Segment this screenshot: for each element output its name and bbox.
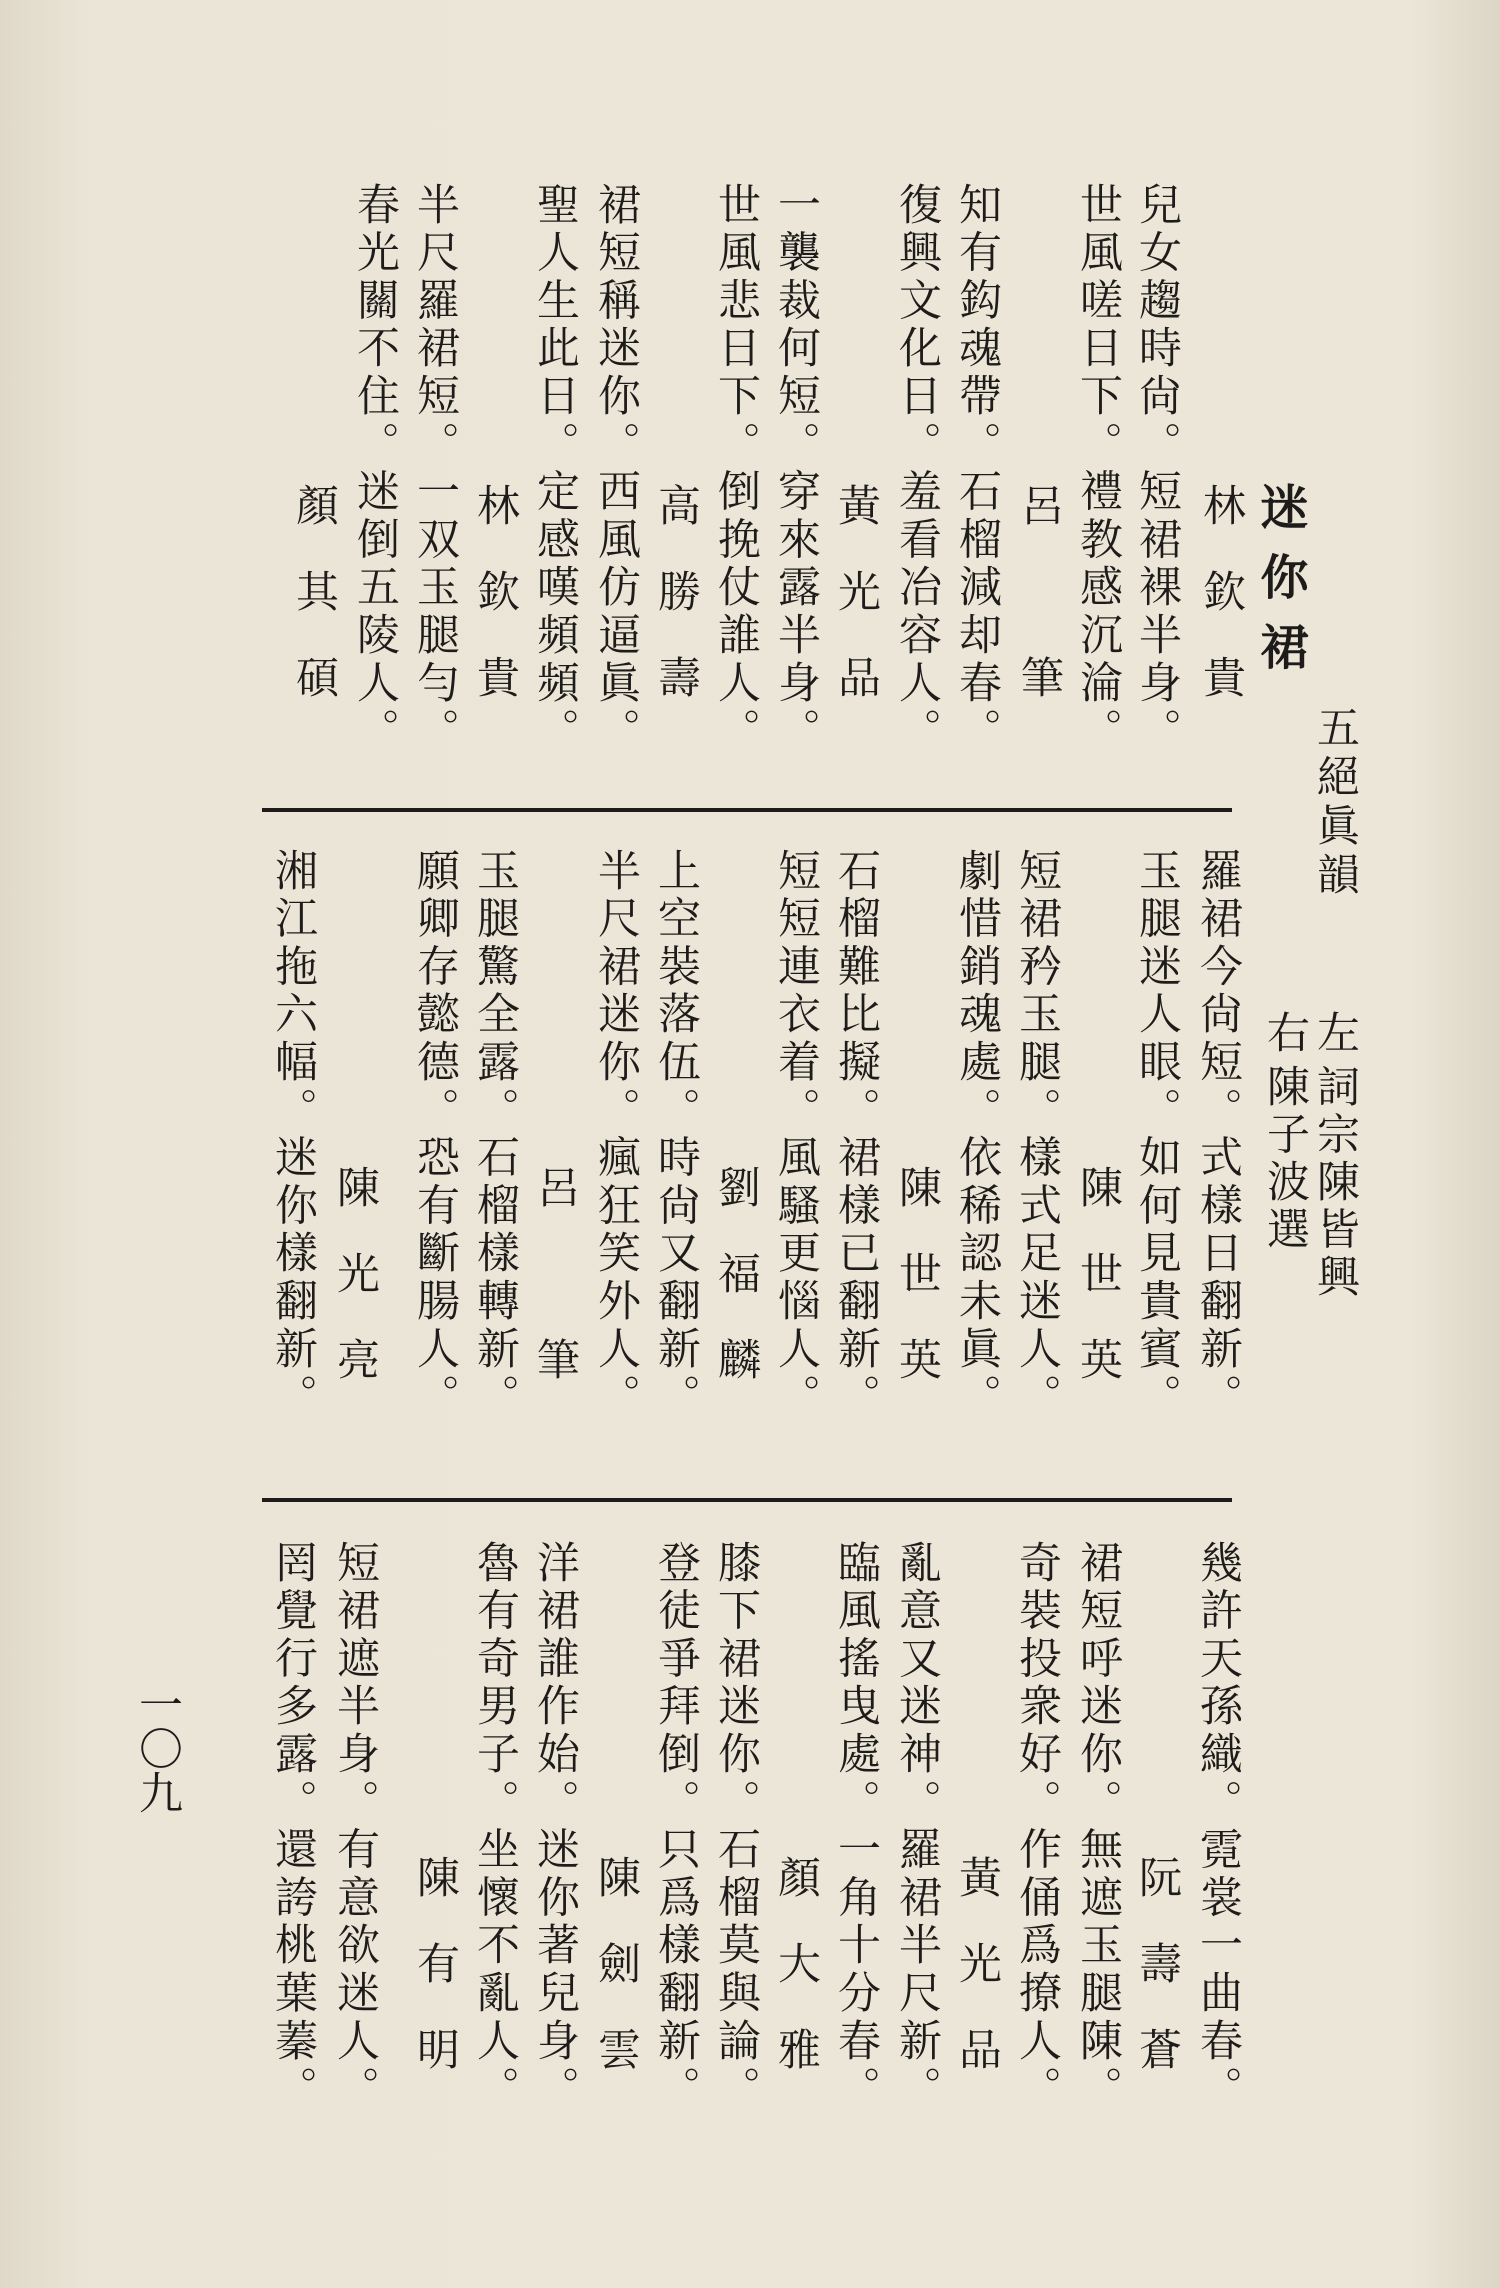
poem-line: 洋裙誰作始。迷你著兒身。: [530, 1540, 580, 2114]
author-name: 林 欽 貴: [470, 483, 520, 698]
poem-line: 玉腿迷人眼。如何見貴賓。: [1132, 848, 1182, 1422]
page-number: 一〇九: [131, 1682, 182, 1814]
author-name: 陳 世 英: [1073, 1165, 1123, 1380]
author-name: 顏 其 碩: [289, 483, 339, 698]
poem-line: 半尺裙迷你。瘋狂笑外人。: [591, 848, 641, 1422]
poem-line: 半尺羅裙短。一双玉腿勻。: [410, 182, 460, 756]
poem-line: 聖人生此日。定感嘆頻頻。: [530, 182, 580, 756]
author-name: 陳 劍 雲: [591, 1855, 641, 2070]
poem-line: 羅裙今尙短。式樣日翻新。: [1193, 848, 1243, 1422]
author-name: 呂 筆: [1014, 483, 1064, 698]
poem-line: 短裙矜玉腿。樣式足迷人。: [1012, 848, 1062, 1422]
section-divider: [262, 808, 1232, 812]
poem-line: 短裙遮半身。有意欲迷人。: [330, 1540, 380, 2114]
poem-line: 膝下裙迷你。石榴莫與論。: [711, 1540, 761, 2114]
poem-line: 魯有奇男子。坐懷不亂人。: [470, 1540, 520, 2114]
poem-line: 裙短稱迷你。西風仿逼眞。: [591, 182, 641, 756]
poem-line: 亂意又迷神。羅裙半尺新。: [892, 1540, 942, 2114]
poem-line: 玉腿驚全露。石榴樣轉新。: [470, 848, 520, 1422]
author-name: 阮 壽 蒼: [1132, 1855, 1182, 2070]
poem-subtitle: 五絕眞韻: [1310, 705, 1360, 901]
credit-prefix: 右: [1260, 1010, 1310, 1058]
poem-line: 知有鈎魂帶。石榴減却春。: [952, 182, 1002, 756]
poem-line: 幾許天孫織。霓裳一曲春。: [1193, 1540, 1243, 2114]
author-name: 林 欽 貴: [1196, 483, 1246, 698]
poem-line: 世風悲日下。倒挽仗誰人。: [711, 182, 761, 756]
author-name: 陳 有 明: [410, 1855, 460, 2070]
poem-line: 臨風搖曳處。一角十分春。: [831, 1540, 881, 2114]
poem-line: 復興文化日。羞看冶容人。: [892, 182, 942, 756]
poem-line: 短短連衣着。風騷更惱人。: [771, 848, 821, 1422]
poem-line: 罔覺行多露。還誇桃葉蓁。: [268, 1540, 318, 2114]
author-name: 劉 福 麟: [711, 1165, 761, 1380]
poem-line: 願卿存懿德。恐有斷腸人。: [410, 848, 460, 1422]
poem-line: 世風嗟日下。禮教感沉淪。: [1073, 182, 1123, 756]
author-name: 呂 筆: [530, 1165, 580, 1380]
section-divider: [262, 1498, 1232, 1502]
poem-line: 兒女趨時尙。短裙裸半身。: [1132, 182, 1182, 756]
author-name: 高 勝 壽: [651, 483, 701, 698]
author-name: 顏 大 雅: [771, 1855, 821, 2070]
credit-prefix: 左: [1310, 1010, 1360, 1058]
author-name: 陳 光 亮: [330, 1165, 380, 1380]
poem-line: 上空裝落伍。時尙又翻新。: [651, 848, 701, 1422]
poem-line: 奇裝投衆好。作俑爲撩人。: [1012, 1540, 1062, 2114]
credit-names: 陳子波選: [1260, 1064, 1310, 1254]
poem-line: 春光關不住。迷倒五陵人。: [350, 182, 400, 756]
poem-line: 劇惜銷魂處。依稀認未眞。: [952, 848, 1002, 1422]
author-name: 黃 光 品: [952, 1855, 1002, 2070]
author-name: 陳 世 英: [892, 1165, 942, 1380]
poem-line: 裙短呼迷你。無遮玉腿陳。: [1073, 1540, 1123, 2114]
poem-line: 一襲裁何短。穿來露半身。: [771, 182, 821, 756]
credit-names: 詞宗陳皆興: [1310, 1064, 1360, 1302]
poem-line: 湘江拖六幅。迷你樣翻新。: [268, 848, 318, 1422]
author-name: 黃 光 品: [831, 483, 881, 698]
poem-line: 登徒爭拜倒。只爲樣翻新。: [651, 1540, 701, 2114]
poem-line: 石榴難比擬。裙樣已翻新。: [831, 848, 881, 1422]
poem-title: 迷你裙: [1252, 482, 1308, 692]
